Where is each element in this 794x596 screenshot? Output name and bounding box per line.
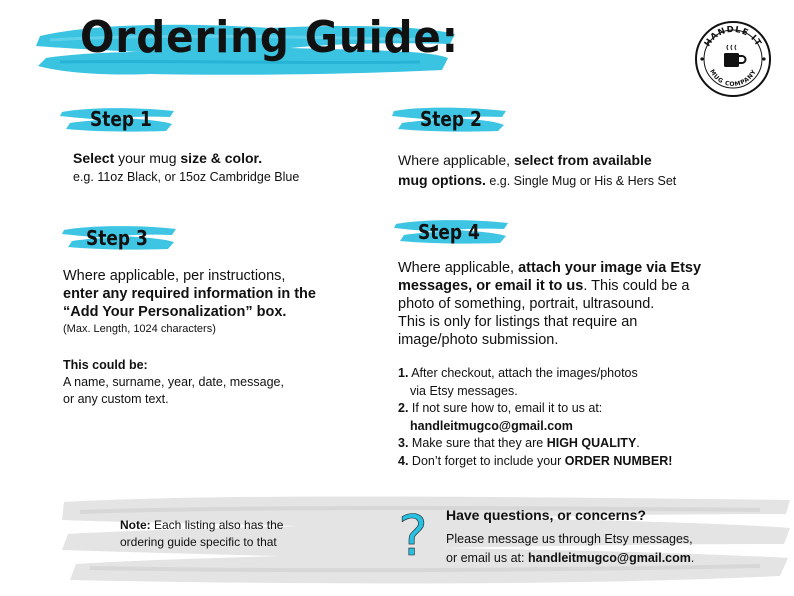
- step1-label: Step 1: [90, 107, 152, 131]
- step2-text-line2: mug options. e.g. Single Mug or His & Hers Set: [398, 172, 677, 188]
- list-item-cont: via Etsy messages.: [410, 383, 518, 398]
- page-title: Ordering Guide:: [80, 12, 459, 63]
- step2-label: Step 2: [420, 107, 482, 131]
- step3-text: Where applicable, per instructions, enter any required information in the “Add Your Personalization” box.: [63, 268, 316, 320]
- step1-example: e.g. 11oz Black, or 15oz Cambridge Blue: [73, 170, 300, 184]
- step3-could-be: This could be: A name, surname, year, date, message, or any custom text.: [63, 358, 284, 406]
- question-mark-icon: [398, 505, 428, 565]
- list-item: 1. After checkout, attach the images/photos: [398, 366, 638, 380]
- questions-text: Please message us through Etsy messages, or email us at: handleitmugco@gmail.com.: [446, 532, 695, 565]
- svg-text:MUG COMPANY: MUG COMPANY: [708, 68, 758, 89]
- contact-email-link[interactable]: handleitmugco@gmail.com: [527, 551, 691, 565]
- step1-text: Select your mug size & color.: [73, 150, 263, 166]
- step3-label: Step 3: [86, 226, 148, 250]
- step4-instructions-list: [398, 365, 672, 470]
- company-logo: [694, 20, 772, 98]
- step4-text: Where applicable, attach your image via Etsy messages, or email it to us. This could be a photo of something, portrait, ultrasound. This is only for listings that require an image/photo submission.: [398, 260, 702, 348]
- list-item: 3. Make sure that they are HIGH QUALITY.: [398, 436, 640, 450]
- step4-label: Step 4: [418, 220, 480, 244]
- step2-text: Where applicable, select from available: [398, 152, 652, 168]
- footer-note: Note: Each listing also has the ordering guide specific to that: [120, 518, 284, 549]
- step3-maxlen: (Max. Length, 1024 characters): [63, 323, 216, 335]
- email-link[interactable]: handleitmugco@gmail.com: [410, 418, 573, 433]
- svg-text:HANDLE IT: HANDLE IT: [702, 24, 764, 49]
- list-item: 2. If not sure how to, email it to us at:: [398, 401, 603, 415]
- questions-heading: Have questions, or concerns?: [446, 507, 646, 523]
- svg-text:?: ?: [398, 505, 428, 565]
- list-item: 4. Don’t forget to include your ORDER NUMBER!: [398, 453, 673, 468]
